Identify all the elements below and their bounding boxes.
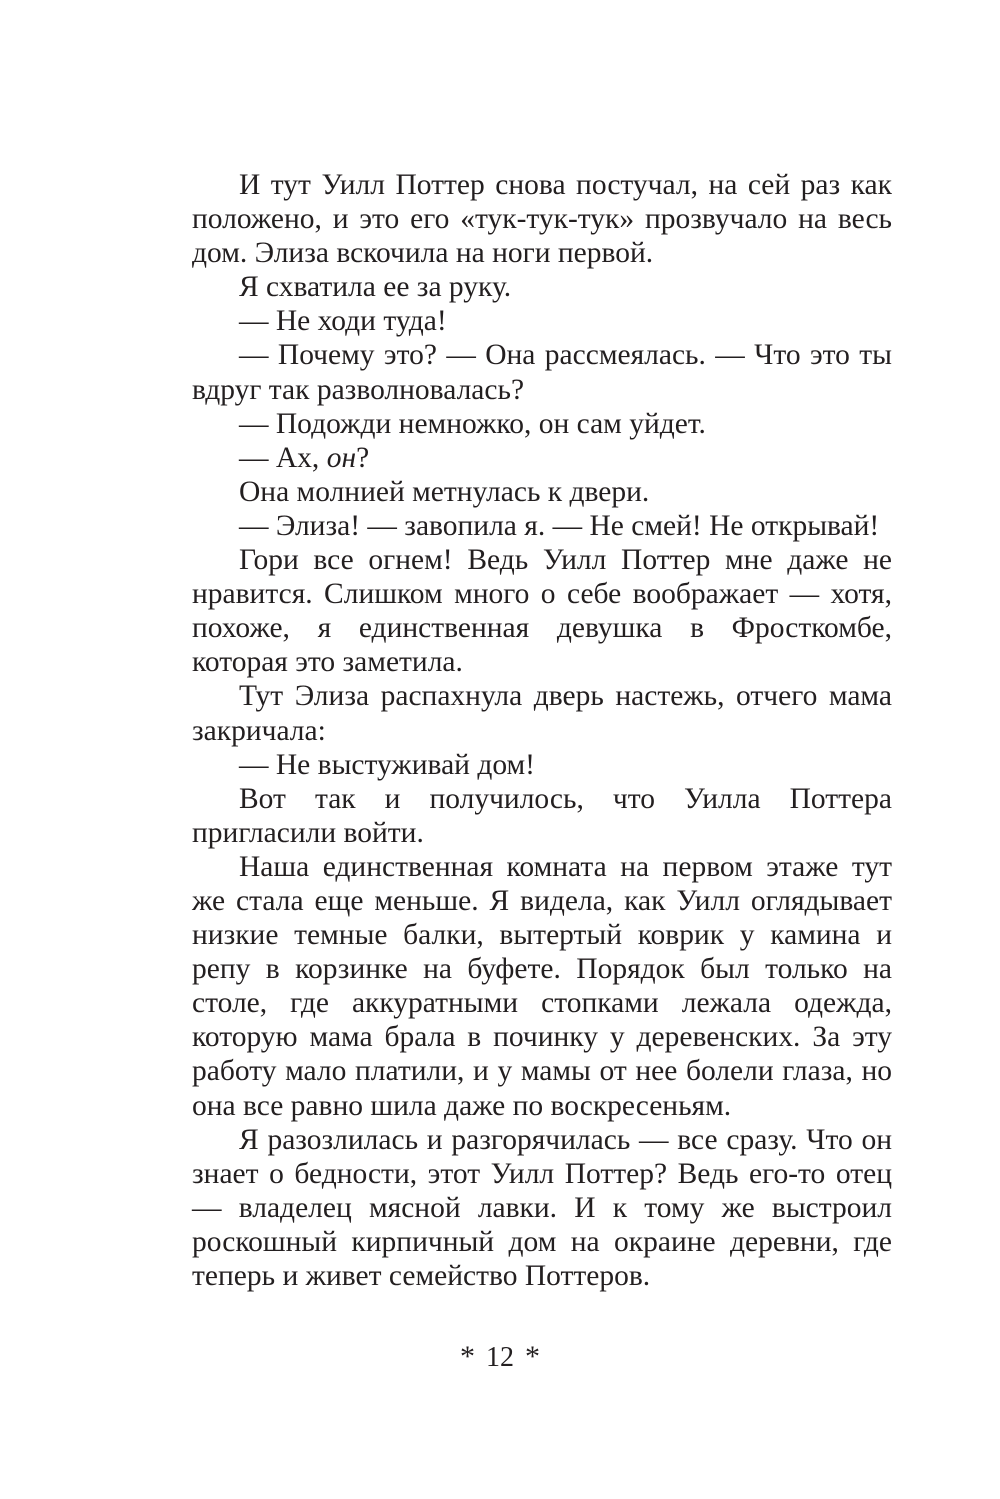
page-footer (0, 1340, 1000, 1375)
paragraph: Она молнией метнулась к двери. (239, 475, 650, 508)
paragraph: И тут Уилл Поттер снова постучал, на сей раз как положено, и это его «тук-тук-тук» прозвучало на весь дом. Элиза вскочила на ноги первой. (192, 169, 892, 270)
paragraph: Гори все огнем! Ведь Уилл Поттер мне даже не нравится. Слишком много о себе воображает — хотя, похоже, я единственная девушка в Фросткомбе, которая это заметила. (192, 544, 892, 679)
paragraph: Тут Элиза распахнула дверь настежь, отчего мама закричала: (192, 680, 892, 747)
paragraph: Я разозлилась и разгорячилась — все сразу. Что он знает о бедности, этот Уилл Поттер? Ведь его-то отец — владелец мясной лавки. И к тому же выстроил роскошный кирпичный дом на окраине деревни, где теперь и живет семейство Поттеров. (192, 1123, 892, 1292)
paragraph-text: — Ах, (239, 441, 320, 474)
italic-word: он (326, 441, 357, 474)
paragraph: Я схватила ее за руку. (239, 271, 512, 304)
paragraph: — Элиза! — завопила я. — Не смей! Не открывай! (239, 509, 880, 542)
body-text (192, 168, 892, 1293)
paragraph: — Подожди немножко, он сам уйдет. (239, 407, 706, 440)
star-ornament-left: * (460, 1340, 475, 1373)
paragraph: — Почему это? — Она рассмеялась. — Что это ты вдруг так разволновалась? (192, 339, 892, 406)
italic-suffix: ? (356, 441, 370, 474)
star-ornament-right: * (525, 1340, 540, 1373)
paragraph: — Не выстуживай дом! (239, 748, 536, 781)
paragraph: Наша единственная комната на первом этаже тут же стала еще меньше. Я видела, как Уилл оглядывает низкие темные балки, вытертый коврик у камина и репу в корзинке на буфете. Порядок был только на столе, где аккуратными стопками лежала одежда, которую мама брала в починку у деревенских. За эту работу мало платили, и у мамы от нее болели глаза, но она все равно шила даже по воскресеньям. (192, 850, 892, 1122)
page-number: 12 (486, 1342, 514, 1373)
paragraph (192, 441, 892, 475)
paragraph: Вот так и получилось, что Уилла Поттера пригласили войти. (192, 782, 892, 849)
paragraph: — Не ходи туда! (239, 305, 447, 338)
